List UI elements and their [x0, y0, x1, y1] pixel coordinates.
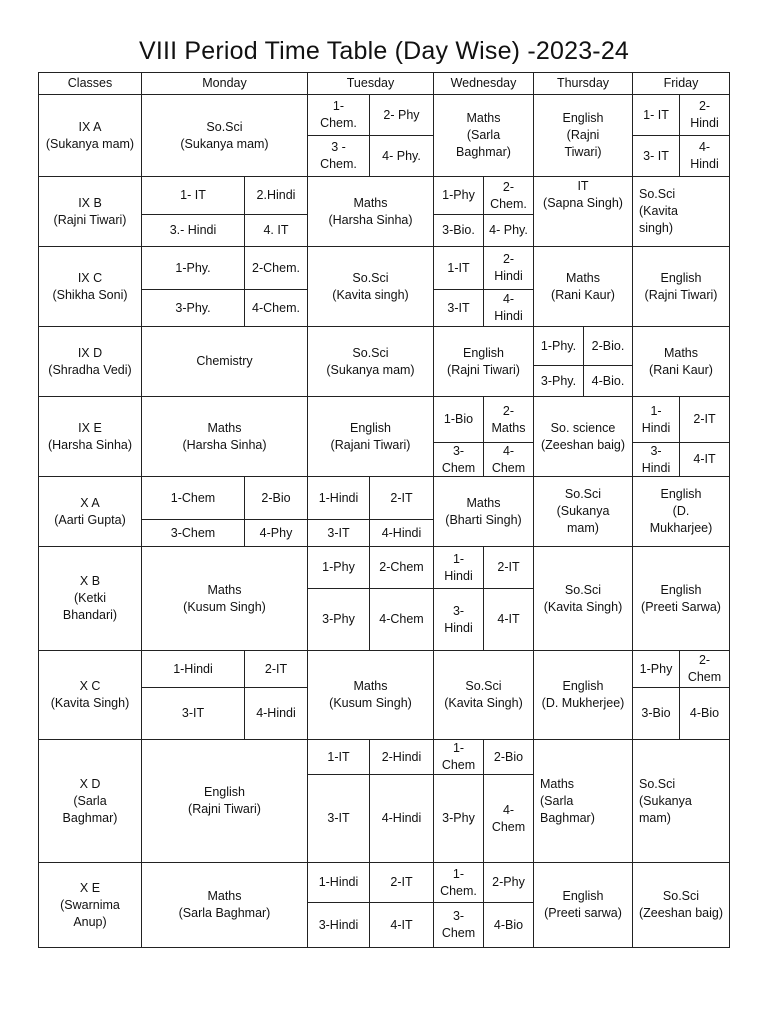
period-cell: 2-Hindi [369, 739, 434, 775]
subject-cell: Maths (Harsha Sinha) [141, 396, 308, 477]
period-cell: 2-IT [244, 650, 308, 688]
period-cell: 4-Phy [244, 519, 308, 547]
header-classes: Classes [38, 72, 142, 95]
period-cell: 2-IT [369, 862, 434, 903]
period-cell: 2-Phy [483, 862, 534, 903]
period-cell: 2-Bio [483, 739, 534, 775]
subject-cell: English (Rajni Tiwari) [533, 94, 633, 177]
period-cell: 1-Phy. [141, 246, 245, 290]
subject-cell: So.Sci (Kavita Singh) [533, 546, 633, 651]
subject-cell: Maths (Rani Kaur) [632, 326, 730, 397]
subject-cell: Maths (Kusum Singh) [307, 650, 434, 740]
period-cell: 1-Chem [141, 476, 245, 520]
period-cell: 3- Chem [433, 902, 484, 948]
period-cell: 3-Bio [632, 687, 680, 740]
period-cell: 4- Phy. [369, 135, 434, 177]
class-cell: X A (Aarti Gupta) [38, 476, 142, 547]
subject-cell: English (Rajni Tiwari) [141, 739, 308, 863]
period-cell: 3-Phy. [533, 365, 584, 397]
class-cell: IX A (Sukanya mam) [38, 94, 142, 177]
period-cell: 1-Hindi [307, 476, 370, 520]
header-wednesday: Wednesday [433, 72, 534, 95]
period-cell: 1-IT [307, 739, 370, 775]
timetable-grid [38, 72, 729, 947]
period-cell: 1- Hindi [632, 396, 680, 443]
subject-cell: Maths (Kusum Singh) [141, 546, 308, 651]
subject-cell: English (Rajni Tiwari) [632, 246, 730, 327]
period-cell: 2-IT [369, 476, 434, 520]
period-cell: 2-IT [679, 396, 730, 443]
period-cell: 3- Hindi [433, 588, 484, 651]
period-cell: 1-Phy [307, 546, 370, 589]
period-cell: 4-Chem [369, 588, 434, 651]
subject-cell: So.Sci (Kavita singh) [307, 246, 434, 327]
subject-cell: English (Preeti Sarwa) [632, 546, 730, 651]
period-cell: 4-IT [679, 442, 730, 477]
subject-cell: IT (Sapna Singh) [533, 176, 633, 247]
period-cell: 2- Chem. [483, 176, 534, 215]
subject-cell: Maths (Harsha Sinha) [307, 176, 434, 247]
period-cell: 3-Phy [307, 588, 370, 651]
period-cell: 3-Phy. [141, 289, 245, 327]
class-cell: X C (Kavita Singh) [38, 650, 142, 740]
period-cell: 3-IT [141, 687, 245, 740]
period-cell: 3-IT [307, 519, 370, 547]
period-cell: 4- Phy. [483, 214, 534, 247]
subject-cell: So.Sci (Sukanya mam) [307, 326, 434, 397]
subject-cell: So.Sci (Kavita Singh) [433, 650, 534, 740]
period-cell: 4- Hindi [483, 289, 534, 327]
subject-cell: So.Sci (Sukanya mam) [533, 476, 633, 547]
period-cell: 1-Bio [433, 396, 484, 443]
class-cell: IX B (Rajni Tiwari) [38, 176, 142, 247]
subject-cell: English (D. Mukherjee) [533, 650, 633, 740]
class-cell: X E (Swarnima Anup) [38, 862, 142, 948]
subject-cell: English (D. Mukharjee) [632, 476, 730, 547]
period-cell: 3-Hindi [307, 902, 370, 948]
subject-cell: So.Sci (Sukanya mam) [141, 94, 308, 177]
period-cell: 2.Hindi [244, 176, 308, 215]
subject-cell: So. science (Zeeshan baig) [533, 396, 633, 477]
period-cell: 3- Hindi [632, 442, 680, 477]
header-monday: Monday [141, 72, 308, 95]
period-cell: 4-Hindi [244, 687, 308, 740]
period-cell: 1- IT [632, 94, 680, 136]
class-cell: X B (Ketki Bhandari) [38, 546, 142, 651]
period-cell: 1-IT [433, 246, 484, 290]
period-cell: 1-Phy [433, 176, 484, 215]
period-cell: 4-Bio [679, 687, 730, 740]
subject-cell: So.Sci (Sukanya mam) [632, 739, 730, 863]
period-cell: 2- Hindi [679, 94, 730, 136]
period-cell: 3- Chem [433, 442, 484, 477]
period-cell: 3- IT [632, 135, 680, 177]
period-cell: 1-Phy. [533, 326, 584, 366]
subject-cell: Maths (Rani Kaur) [533, 246, 633, 327]
class-cell: IX E (Harsha Sinha) [38, 396, 142, 477]
period-cell: 1- Hindi [433, 546, 484, 589]
header-tuesday: Tuesday [307, 72, 434, 95]
subject-cell: Maths (Bharti Singh) [433, 476, 534, 547]
period-cell: 2- Maths [483, 396, 534, 443]
class-cell: IX D (Shradha Vedi) [38, 326, 142, 397]
period-cell: 2-Chem [369, 546, 434, 589]
subject-cell: Maths (Sarla Baghmar) [141, 862, 308, 948]
period-cell: 3.- Hindi [141, 214, 245, 247]
period-cell: 4- Chem [483, 442, 534, 477]
subject-cell: English (Rajani Tiwari) [307, 396, 434, 477]
period-cell: 3 - Chem. [307, 135, 370, 177]
period-cell: 1- Chem. [433, 862, 484, 903]
subject-cell: Maths (Sarla Baghmar) [433, 94, 534, 177]
period-cell: 1- IT [141, 176, 245, 215]
period-cell: 4- Chem [483, 774, 534, 863]
period-cell: 3-Phy [433, 774, 484, 863]
period-cell: 3-Bio. [433, 214, 484, 247]
subject-cell: Maths (Sarla Baghmar) [533, 739, 633, 863]
period-cell: 4-Bio. [583, 365, 633, 397]
period-cell: 1-Phy [632, 650, 680, 688]
period-cell: 1- Chem [433, 739, 484, 775]
period-cell: 2- Phy [369, 94, 434, 136]
period-cell: 4-Bio [483, 902, 534, 948]
subject-cell: Chemistry [141, 326, 308, 397]
header-friday: Friday [632, 72, 730, 95]
subject-cell: So.Sci (Kavita singh) [632, 176, 730, 247]
period-cell: 1-Hindi [141, 650, 245, 688]
subject-cell: So.Sci (Zeeshan baig) [632, 862, 730, 948]
period-cell: 3-Chem [141, 519, 245, 547]
period-cell: 2- Hindi [483, 246, 534, 290]
class-cell: X D (Sarla Baghmar) [38, 739, 142, 863]
period-cell: 4-Hindi [369, 774, 434, 863]
subject-cell: English (Rajni Tiwari) [433, 326, 534, 397]
class-cell: IX C (Shikha Soni) [38, 246, 142, 327]
period-cell: 2- Chem [679, 650, 730, 688]
subject-cell: English (Preeti sarwa) [533, 862, 633, 948]
period-cell: 2-Chem. [244, 246, 308, 290]
period-cell: 3-IT [433, 289, 484, 327]
period-cell: 1- Chem. [307, 94, 370, 136]
period-cell: 2-Bio [244, 476, 308, 520]
header-thursday: Thursday [533, 72, 633, 95]
page-title: VIII Period Time Table (Day Wise) -2023-24 [138, 37, 630, 65]
period-cell: 4-IT [483, 588, 534, 651]
period-cell: 4. IT [244, 214, 308, 247]
period-cell: 3-IT [307, 774, 370, 863]
period-cell: 2-IT [483, 546, 534, 589]
period-cell: 4-IT [369, 902, 434, 948]
period-cell: 4- Hindi [679, 135, 730, 177]
period-cell: 4-Chem. [244, 289, 308, 327]
period-cell: 1-Hindi [307, 862, 370, 903]
period-cell: 4-Hindi [369, 519, 434, 547]
period-cell: 2-Bio. [583, 326, 633, 366]
